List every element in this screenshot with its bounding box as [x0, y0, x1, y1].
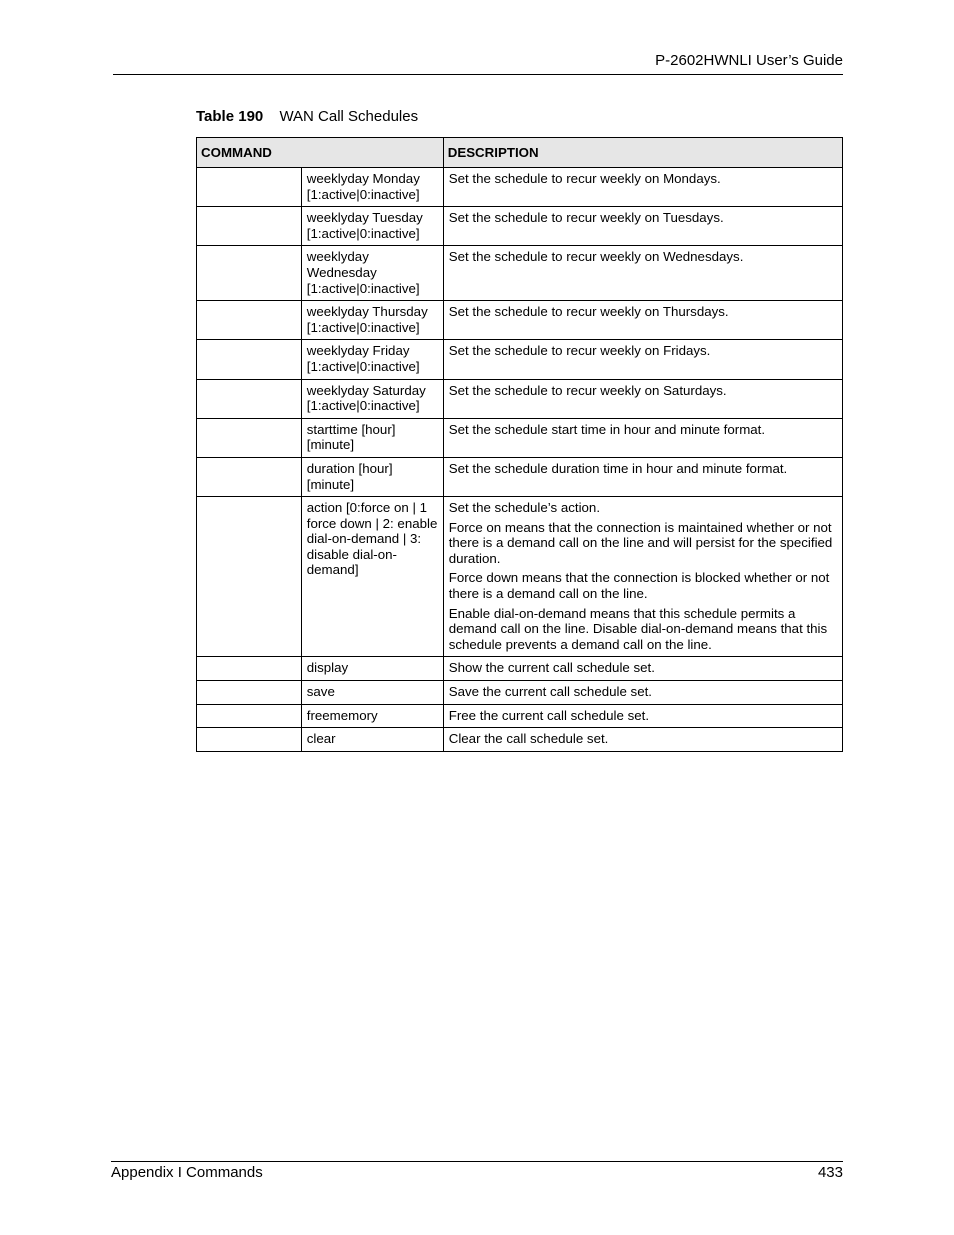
- blank-cell: [197, 681, 302, 705]
- command-cell: action [0:force on | 1 force down | 2: enable dial-on-demand | 3: disable dial-on-demand]: [301, 497, 443, 657]
- blank-cell: [197, 457, 302, 496]
- blank-cell: [197, 301, 302, 340]
- description-paragraph: Free the current call schedule set.: [448, 707, 650, 723]
- command-cell: weeklyday Saturday [1:active|0:inactive]: [301, 379, 443, 418]
- column-header-command: COMMAND: [197, 138, 444, 168]
- blank-cell: [197, 497, 302, 657]
- description-cell: [443, 207, 842, 246]
- description-cell: [443, 497, 842, 657]
- command-cell: weeklyday Monday [1:active|0:inactive]: [301, 168, 443, 207]
- description-cell: [443, 418, 842, 457]
- description-paragraph: Set the schedule to recur weekly on Tuesdays.: [448, 210, 724, 226]
- description-cell: [443, 704, 842, 728]
- footer-section: Appendix I Commands: [111, 1164, 263, 1181]
- commands-table: [196, 137, 843, 752]
- table-row: [197, 301, 843, 340]
- table-row: [197, 728, 843, 752]
- blank-cell: [197, 728, 302, 752]
- table-row: [197, 497, 843, 657]
- description-cell: [443, 168, 842, 207]
- description-cell: [443, 379, 842, 418]
- description-paragraph: Enable dial-on-demand means that this schedule permits a demand call on the line. Disable dial-on-demand means that this schedule prevents a demand call on the line.: [448, 605, 828, 652]
- description-cell: [443, 246, 842, 301]
- blank-cell: [197, 704, 302, 728]
- description-paragraph: Set the schedule to recur weekly on Wednesdays.: [448, 249, 744, 265]
- blank-cell: [197, 168, 302, 207]
- table-row: [197, 379, 843, 418]
- table-row: [197, 340, 843, 379]
- description-paragraph: Set the schedule to recur weekly on Saturdays.: [448, 382, 727, 398]
- table-body: [197, 168, 843, 752]
- page-number: 433: [817, 1164, 843, 1181]
- description-cell: [443, 457, 842, 496]
- description-paragraph: Set the schedule duration time in hour and minute format.: [448, 460, 788, 476]
- command-cell: weeklyday Thursday [1:active|0:inactive]: [301, 301, 443, 340]
- command-cell: clear: [301, 728, 443, 752]
- blank-cell: [197, 246, 302, 301]
- description-cell: [443, 681, 842, 705]
- table-row: [197, 246, 843, 301]
- table-row: [197, 681, 843, 705]
- blank-cell: [197, 418, 302, 457]
- table-title: WAN Call Schedules: [279, 108, 419, 125]
- blank-cell: [197, 379, 302, 418]
- document-title: P-2602HWNLI User’s Guide: [655, 52, 843, 69]
- description-cell: [443, 728, 842, 752]
- description-paragraph: Set the schedule’s action.: [448, 500, 601, 516]
- table-row: [197, 657, 843, 681]
- blank-cell: [197, 657, 302, 681]
- blank-cell: [197, 340, 302, 379]
- description-cell: [443, 657, 842, 681]
- table-row: [197, 704, 843, 728]
- command-cell: display: [301, 657, 443, 681]
- command-cell: starttime [hour] [minute]: [301, 418, 443, 457]
- page-footer: [111, 1161, 843, 1186]
- table-caption: [196, 108, 418, 125]
- command-cell: freememory: [301, 704, 443, 728]
- table-number: Table 190: [196, 108, 264, 125]
- command-cell: save: [301, 681, 443, 705]
- command-cell: duration [hour] [minute]: [301, 457, 443, 496]
- table-row: [197, 418, 843, 457]
- description-paragraph: Set the schedule to recur weekly on Thursdays.: [448, 304, 729, 320]
- column-header-description: DESCRIPTION: [443, 138, 842, 168]
- description-paragraph: Set the schedule start time in hour and minute format.: [448, 421, 766, 437]
- table-row: [197, 168, 843, 207]
- description-paragraph: Save the current call schedule set.: [448, 684, 652, 700]
- description-cell: [443, 340, 842, 379]
- command-cell: weeklyday Friday [1:active|0:inactive]: [301, 340, 443, 379]
- command-cell: weeklyday Tuesday [1:active|0:inactive]: [301, 207, 443, 246]
- page-header: [113, 50, 843, 75]
- description-paragraph: Set the schedule to recur weekly on Mondays.: [448, 171, 721, 186]
- description-paragraph: Set the schedule to recur weekly on Fridays.: [448, 343, 711, 359]
- command-cell: weeklyday Wednesday [1:active|0:inactive]: [301, 246, 443, 301]
- description-paragraph: Show the current call schedule set.: [448, 660, 655, 676]
- table-row: [197, 457, 843, 496]
- table-header-row: [197, 138, 843, 168]
- blank-cell: [197, 207, 302, 246]
- description-paragraph: Force down means that the connection is blocked whether or not there is a demand call on the line.: [448, 570, 830, 602]
- table-row: [197, 207, 843, 246]
- description-paragraph: Force on means that the connection is maintained whether or not there is a demand call on the line and will persist for the specified duration.: [448, 519, 833, 566]
- description-cell: [443, 301, 842, 340]
- description-paragraph: Clear the call schedule set.: [448, 731, 609, 747]
